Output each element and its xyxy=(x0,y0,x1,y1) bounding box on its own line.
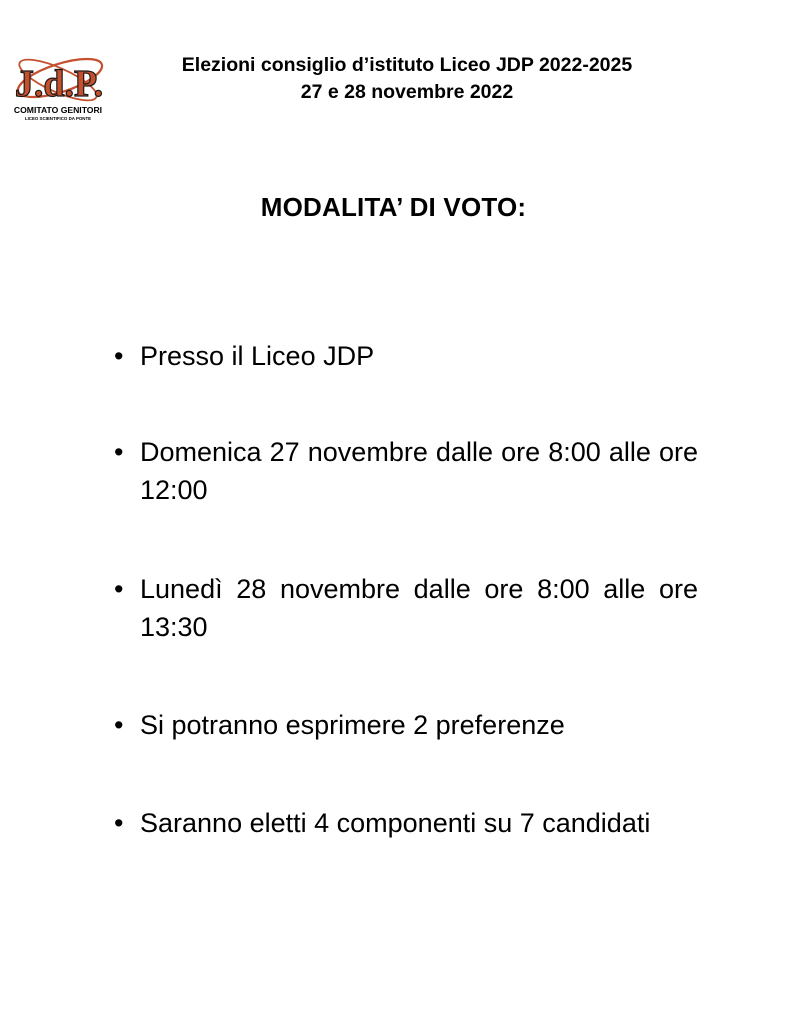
list-item-text: Presso il Liceo JDP xyxy=(140,341,375,371)
header-dates: 27 e 28 novembre 2022 xyxy=(300,81,514,103)
list-item xyxy=(114,706,698,744)
list-item-text: Domenica 27 novembre dalle ore 8:00 alle ore 12:00 xyxy=(140,437,698,505)
logo-monogram: J.d.P. xyxy=(14,63,104,105)
bullet-icon: • xyxy=(114,437,124,467)
list-item xyxy=(114,337,698,375)
bullet-icon: • xyxy=(114,710,124,740)
list-item xyxy=(114,804,698,842)
section-title xyxy=(0,192,791,223)
logo-line1: COMITATO GENITORI xyxy=(13,105,103,115)
bullet-icon: • xyxy=(114,808,124,838)
list-item-text: Lunedì 28 novembre dalle ore 8:00 alle ore 13:30 xyxy=(140,574,698,642)
bullet-icon: • xyxy=(114,341,124,371)
section-title-text: MODALITA’ DI VOTO: xyxy=(260,192,527,222)
bullet-icon: • xyxy=(114,574,124,604)
list-item-text: Saranno eletti 4 componenti su 7 candidati xyxy=(140,808,651,838)
logo-line2: LICEO SCIENTIFICO DA PONTE xyxy=(24,116,92,121)
comitato-genitori-logo xyxy=(8,50,110,126)
list-item xyxy=(114,433,698,509)
list-item xyxy=(114,570,698,646)
logo-graphic xyxy=(8,50,110,126)
document-header xyxy=(112,52,702,106)
header-title: Elezioni consiglio d’istituto Liceo JDP 2022-2025 xyxy=(181,54,633,76)
list-item-text: Si potranno esprimere 2 preferenze xyxy=(140,710,565,740)
